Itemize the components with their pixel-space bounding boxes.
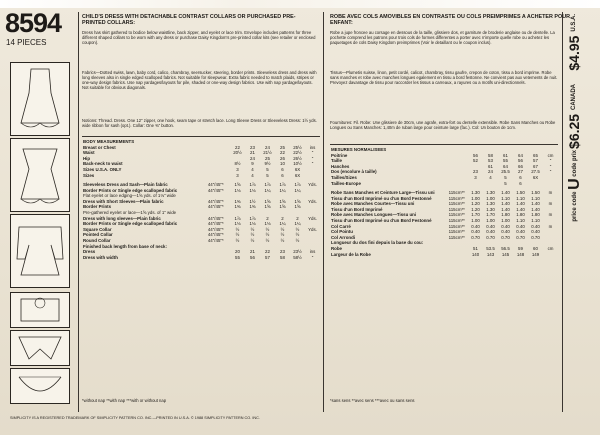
fabric-width <box>207 255 230 261</box>
cell-value: 0.70 <box>486 234 495 240</box>
cell-value: 67 <box>533 163 538 169</box>
cell-value: 9 <box>251 161 254 167</box>
cell-value: m <box>548 201 553 207</box>
cell-value: 149 <box>531 251 540 257</box>
cell-value: 4 <box>251 172 254 178</box>
fabric-width: 44"/45"* <box>207 221 224 227</box>
row-label: Waist <box>83 150 95 156</box>
cell-value: " <box>549 169 552 175</box>
cell-value: Yds. <box>308 226 317 232</box>
cell-value: 1.00 <box>501 217 510 223</box>
row-label: Square Collar <box>83 226 112 232</box>
cell-value: 1⅞ <box>294 182 301 187</box>
fabric-width: 44"/45"* <box>207 226 224 232</box>
cell-value: 1.70 <box>486 212 495 218</box>
cell-value: 1⅝ <box>264 198 271 204</box>
price-code-label: price code <box>572 191 578 222</box>
cell-value: 1.40 <box>516 206 525 212</box>
cell-value: 1.50 <box>531 190 540 195</box>
cell-value: 0.70 <box>531 234 540 240</box>
cell-value: 0.40 <box>531 223 540 229</box>
cell-value: 0.40 <box>531 229 540 235</box>
cell-value: 1.40 <box>516 201 525 207</box>
cell-value: ½ <box>250 237 255 243</box>
body-measurements-heading: BODY MEASUREMENTS <box>83 139 135 144</box>
cell-value: 1½ <box>249 198 256 204</box>
cell-value: 6 <box>519 174 522 180</box>
table-row <box>82 255 320 261</box>
cell-value: 26 <box>280 155 285 161</box>
cell-value: ½ <box>250 226 255 232</box>
price-canada-value: $6.25 <box>566 113 582 149</box>
cell-value: 1⅝ <box>279 198 286 204</box>
fabric-width: 115cm** <box>448 229 465 235</box>
price-code <box>566 150 584 222</box>
cell-value: ½ <box>265 226 270 232</box>
cell-value: 20 <box>235 249 240 255</box>
fabric-width: 115cm** <box>448 217 465 223</box>
row-label: Flat eyelet or lace edging—1⅝ yds. of 1⅛" wide <box>83 193 176 199</box>
row-label: Sleeveless Dress and Sash—Plain fabric <box>83 182 168 187</box>
cell-value: 1⅝ <box>279 204 286 210</box>
cell-value: 27.5 <box>531 169 540 175</box>
cell-value: 140 <box>471 251 480 257</box>
column-divider-left <box>78 12 79 412</box>
cell-value <box>543 252 558 258</box>
price-usa-value: $4.95 <box>566 35 582 71</box>
fabric-width: 44"/45"* <box>207 237 224 243</box>
row-label: Border Prints <box>83 204 112 210</box>
title-english: CHILD'S DRESS WITH DETACHABLE CONTRAST COLLARS OR PURCHASED PRE-PRINTED COLLARS: <box>82 14 296 26</box>
cell-value: 1⅞ <box>249 182 256 187</box>
cell-value: 25 <box>280 144 285 150</box>
cell-value: 55 <box>235 254 240 260</box>
cell-value <box>543 181 558 187</box>
cell-value: 3 <box>474 174 477 180</box>
cell-value: 6X <box>294 166 301 172</box>
cell-value: ½ <box>280 232 285 238</box>
cell-value: 64 <box>518 152 523 158</box>
cell-value: 1⅛ <box>264 221 271 227</box>
cell-value: Yds. <box>308 198 317 204</box>
title-french: ROBE AVEC COLS AMOVIBLES EN CONTRASTE OU COLS PREIMPRIMES A ACHETER POUR ENFANT: <box>330 14 570 26</box>
cell-value: 52 <box>473 158 478 164</box>
divider <box>330 144 558 145</box>
cell-value: cm <box>547 152 554 158</box>
mesures-table-french <box>330 147 558 186</box>
price-usa <box>566 14 582 71</box>
mesures-heading: MESURES NORMALISEES <box>331 147 387 152</box>
row-label: Col Carré <box>331 223 351 229</box>
cell-value: 56 <box>518 158 523 164</box>
cell-value: 5 <box>504 180 507 186</box>
row-label: Robe avec Manches Courtes—Tissu uni <box>331 201 415 207</box>
cell-value: 1⅞ <box>279 182 286 187</box>
cell-value: 1⅝ <box>294 198 301 204</box>
cell-value: 1.80 <box>531 212 540 218</box>
cell-value: 1⅝ <box>234 182 241 187</box>
cell-value: 53.5 <box>486 245 495 251</box>
cell-value: ½ <box>250 232 255 238</box>
cell-value: 1¼ <box>294 187 301 193</box>
cell-value: 55 <box>503 158 508 164</box>
row-label: Hanches <box>331 163 350 169</box>
pieces-count: 14 PIECES <box>6 38 47 47</box>
figure-front-long-sleeve <box>10 214 70 288</box>
cell-value: 1.10 <box>531 195 540 201</box>
cell-value: 1⅛ <box>249 187 256 193</box>
row-label: Poitrine <box>331 152 348 158</box>
cell-value: 2 <box>296 215 299 221</box>
price-canada <box>566 84 582 149</box>
cell-value: 1⅛ <box>249 221 256 227</box>
cell-value: 1⅞ <box>264 182 271 187</box>
fabric-width: 115cm** <box>448 223 465 229</box>
cell-value: m <box>548 190 553 195</box>
row-label: Robe avec Manches Longues—Tissu uni <box>331 212 417 218</box>
fabric-width: 115cm** <box>448 212 465 218</box>
cell-value: 1¼ <box>294 221 301 227</box>
cell-value: 58 <box>488 152 493 158</box>
cell-value: ½ <box>295 226 300 232</box>
square-collar-drawing <box>10 292 70 328</box>
divider <box>82 136 320 137</box>
cell-value: 1.10 <box>516 217 525 223</box>
cell-value: 22 <box>265 249 270 255</box>
cell-value: m <box>548 212 553 218</box>
row-label: Dos (encolure à taille) <box>331 169 377 175</box>
cell-value: 0.70 <box>501 234 510 240</box>
figure-front-sleeveless <box>10 62 70 136</box>
cell-value: 1.80 <box>501 212 510 218</box>
price-usa-label: U.S.A. <box>571 14 577 32</box>
cell-value: 25½ <box>293 144 302 150</box>
cell-value: " <box>549 163 552 169</box>
cell-value: 1.20 <box>471 206 480 212</box>
fabric-width: 44"/45"* <box>207 215 224 221</box>
cell-value: 3 <box>236 172 239 178</box>
copyright-footer: SIMPLICITY IS A REGISTERED TRADEMARK OF SIMPLICITY PATTERN CO. INC.—PRINTED IN U.S.A. © 1988 SIMPLICITY PATTERN CO. INC. <box>10 416 260 420</box>
cell-value: 61 <box>488 163 493 169</box>
cell-value: " <box>311 155 314 161</box>
cell-value: 143 <box>486 251 495 257</box>
cell-value: 1⅜ <box>249 204 256 210</box>
pattern-number: 8594 <box>5 8 62 38</box>
row-label: Tissu d'un Bord Imprimé <box>331 206 383 212</box>
row-label: Col Pointu <box>331 229 353 235</box>
cell-value: 26½ <box>293 155 302 161</box>
row-label: Dress <box>83 249 96 255</box>
row-label: Border Prints or Single edge scalloped fabric <box>83 187 178 193</box>
cell-value: 56 <box>473 152 478 158</box>
cell-value: 1⅜ <box>234 198 241 204</box>
row-label: Taille <box>331 158 342 164</box>
column-divider-mid <box>323 12 324 412</box>
cell-value: 0.40 <box>501 229 510 235</box>
fabric-width: 115cm** <box>448 190 465 195</box>
cell-value: 23½ <box>293 249 302 255</box>
cell-value: 56.5 <box>501 245 510 251</box>
cell-value: ½ <box>235 226 240 232</box>
cell-value: 65 <box>533 152 538 158</box>
cell-value: 20½ <box>233 150 242 156</box>
cell-value: 21½ <box>263 150 272 156</box>
cell-value: 6 <box>281 172 284 178</box>
cell-value: 24 <box>488 169 493 175</box>
cell-value: 1⅜ <box>234 204 241 210</box>
fabric-width: 44"/45"* <box>207 198 224 204</box>
fabric-width <box>448 252 468 258</box>
cell-value: ins <box>309 144 316 150</box>
cell-value: 6 <box>519 180 522 186</box>
cell-value: Yds. <box>308 215 317 221</box>
cell-value: 0.40 <box>471 223 480 229</box>
yardage-table-english <box>82 182 320 260</box>
fabric-width: 44"/45"* <box>207 232 224 238</box>
row-label: Sizes U.S.A. ONLY <box>83 166 122 172</box>
fabric-width <box>223 173 230 179</box>
cell-value: 145 <box>501 251 510 257</box>
row-label: Hip <box>83 155 91 161</box>
row-label: Robe <box>331 245 342 251</box>
cell-value: 23 <box>280 249 285 255</box>
cell-value: 22½ <box>293 150 302 156</box>
round-collar-drawing <box>10 368 70 404</box>
row-label: Col Arrondi <box>331 234 355 240</box>
row-label: Sizes <box>83 172 95 178</box>
cell-value: 61 <box>503 152 508 158</box>
figure-front-short-sleeve <box>10 138 70 212</box>
cell-value: 0.70 <box>471 234 480 240</box>
cell-value: 23 <box>250 144 255 150</box>
cell-value: 66 <box>518 163 523 169</box>
cell-value: 6 <box>281 166 284 172</box>
cell-value: 1.80 <box>516 212 525 218</box>
cell-value: 10½ <box>293 161 302 167</box>
code-prix-label: code prix <box>572 150 578 177</box>
cell-value: 58½ <box>293 254 302 260</box>
cell-value: 1.30 <box>486 201 495 207</box>
cell-value: ins <box>309 249 316 255</box>
row-label: Pre-gathered eyelet or lace—1⅝ yds. of 1" wide <box>83 209 177 215</box>
envelope-edge <box>0 0 600 8</box>
cell-value: 0.40 <box>516 229 525 235</box>
cell-value: 59 <box>518 245 523 251</box>
cell-value: 1¼ <box>279 221 286 227</box>
cell-value: 1.30 <box>486 206 495 212</box>
cell-value: " <box>311 150 314 156</box>
tissus-french: Tissus—Plumetis suisse, linon, petit cordé, calicot, chambray, tissu gaufre, crepon de coton, tissu a bord imprime. Robe sans manches et robe avec manches longues egalement en tissu a bord festonne. Ne convient pas aux vetements de nuit. Prevoyez davantage de tissu pour raccorder les tissus a carreaux, a rayures ou a motifs uni-directionnels. <box>330 70 558 85</box>
cell-value: 1.40 <box>501 201 510 207</box>
cell-value: 1.10 <box>531 217 540 223</box>
cell-value: 5 <box>266 166 269 172</box>
cell-value: 1⅝ <box>294 204 301 210</box>
cell-value <box>305 173 320 179</box>
footnote-french: *sans sens **avec sens ***avec ou sans sens <box>330 398 415 403</box>
footnote-english: *without nap **with nap ***with or without nap <box>82 398 167 403</box>
cell-value: ½ <box>265 237 270 243</box>
row-label: Tailles/Sizes <box>331 174 357 180</box>
body-measurements-table <box>82 139 320 178</box>
cell-value: ½ <box>280 237 285 243</box>
cell-value: 1.00 <box>486 217 495 223</box>
row-label: Pointed Collar <box>83 232 113 238</box>
row-label: Round Collar <box>83 237 111 243</box>
cell-value: " <box>311 254 314 260</box>
cell-value: 21 <box>250 150 255 156</box>
cell-value: 1.00 <box>471 217 480 223</box>
cell-value: 0.40 <box>486 223 495 229</box>
fabric-width: 115cm** <box>448 201 465 207</box>
metrage-table-french <box>330 190 558 257</box>
cell-value: 22 <box>235 144 240 150</box>
row-label: Tissu d'un Bord Imprimé ou d'un Bord Festonné <box>331 195 432 201</box>
table-row <box>330 252 558 258</box>
cell-value: 1.30 <box>471 190 480 195</box>
cell-value: 1⅞ <box>234 215 241 221</box>
fabric-width: 44"/45"* <box>207 187 224 193</box>
cell-value: 1.00 <box>486 195 495 201</box>
description-french: Robe a jupe froncee au corsage en dessous de la taille, glissiere dos, et garniture de broderie anglaise ou de dentelle. La pochette comprend les patrons pour trois cols de formes differentes a porter avec n'importe quelle robe ou achetez les paquetages de cols Daisy Kingdom preimprimes (Voir le detaillant ou le coupon inclus). <box>330 30 555 45</box>
fabric-width: 115cm** <box>448 195 465 201</box>
cell-value: 4 <box>251 166 254 172</box>
fabric-width: 115cm** <box>448 206 465 212</box>
cell-value: 1⅛ <box>234 221 241 227</box>
cell-value <box>468 181 483 187</box>
cell-value: ½ <box>235 232 240 238</box>
cell-value: Yds. <box>308 182 317 187</box>
table-row <box>82 173 320 179</box>
row-label: Dress with long sleeves—Plain fabric <box>83 215 161 221</box>
cell-value: 22 <box>280 150 285 156</box>
table-row <box>330 181 558 187</box>
cell-value: 21 <box>250 249 255 255</box>
fabric-width: 44"/45"* <box>207 182 224 187</box>
cell-value: 1.50 <box>516 190 525 195</box>
pointed-collar-drawing <box>10 330 70 366</box>
price-code-value: U <box>566 178 583 190</box>
cell-value: 2 <box>266 215 269 221</box>
cell-value: cm <box>547 245 554 251</box>
cell-value: 1.20 <box>471 201 480 207</box>
cell-value: 57 <box>533 158 538 164</box>
cell-value: 23 <box>473 169 478 175</box>
cell-value: m <box>548 223 553 229</box>
price-canada-label: CANADA <box>571 84 577 110</box>
cell-value: 1¼ <box>264 187 271 193</box>
cell-value: 4 <box>489 174 492 180</box>
cell-value: 1.40 <box>501 190 510 195</box>
description-english: Dress has skirt gathered to bodice below waistline, back zipper, and eyelet or lace trim. Envelope includes patterns for three different shaped collars to be worn with any dress or purchase Daisy Kingdom's pre-printed collar kits (see retailer or enclosed coupon). <box>82 30 316 45</box>
cell-value: 1.70 <box>471 212 480 218</box>
cell-value: 51 <box>473 245 478 251</box>
cell-value: 148 <box>516 251 525 257</box>
row-label: Finished back length from base of neck: <box>83 243 167 249</box>
row-label: Dress with width <box>83 254 118 260</box>
cell-value: 1.40 <box>531 201 540 207</box>
cell-value: 25 <box>265 155 270 161</box>
cell-value: 1⅛ <box>234 187 241 193</box>
cell-value: 25.5 <box>501 169 510 175</box>
row-label: Back-neck to waist <box>83 161 123 167</box>
cell-value: 1.40 <box>501 206 510 212</box>
cell-value: 1⅝ <box>264 204 271 210</box>
cell-value: ½ <box>295 237 300 243</box>
cell-value: ½ <box>235 237 240 243</box>
cell-value <box>483 181 498 187</box>
cell-value: 1.30 <box>486 190 495 195</box>
cell-value: 5 <box>266 172 269 178</box>
cell-value: 0.40 <box>501 223 510 229</box>
cell-value: ½ <box>280 226 285 232</box>
cell-value: 60 <box>533 245 538 251</box>
cell-value: 3 <box>236 166 239 172</box>
row-label: Border Prints or Single edge scalloped fabric <box>83 221 178 227</box>
cell-value: 64 <box>503 163 508 169</box>
cell-value: 1.00 <box>471 195 480 201</box>
fabric-width: 115cm** <box>448 234 465 240</box>
cell-value: 10 <box>280 161 285 167</box>
cell-value: 24 <box>265 144 270 150</box>
cell-value: 1.40 <box>531 206 540 212</box>
cell-value: 1.10 <box>501 195 510 201</box>
cell-value: 2 <box>281 215 284 221</box>
row-label: Tissu d'un Bord Imprimé ou d'un Bord Festonné <box>331 217 432 223</box>
cell-value: 6X <box>294 172 301 178</box>
cell-value: 57 <box>265 254 270 260</box>
cell-value: 0.40 <box>471 229 480 235</box>
cell-value <box>528 181 543 187</box>
row-label: Longueur du dos fini depuis la base du cou: <box>331 240 424 246</box>
cell-value: 53 <box>488 158 493 164</box>
cell-value: 1.10 <box>516 195 525 201</box>
row-label: Breast or Chest <box>83 144 116 150</box>
fournitures-french: Fournitures: Fil. Robe: Une glissiere de 30cm, une agrafe, extra-fort ou dentelle extensible. Robe Sans Manches ou Robe Longues ou Sans Manches: 1,40m de ruban large pour ceinture large (fac.). Col: Un bouton de 1cm. <box>330 120 556 130</box>
cell-value: 27 <box>518 169 523 175</box>
row-label: Tailles-Europe <box>331 180 361 186</box>
cell-value: 56 <box>250 254 255 260</box>
cell-value: 5 <box>504 174 507 180</box>
cell-value: 9½ <box>264 161 271 167</box>
cell-value: 1¼ <box>279 187 286 193</box>
cell-value: 0.40 <box>516 223 525 229</box>
cell-value: ½ <box>295 232 300 238</box>
row-label: Dress with Short Sleeves—Plain fabric <box>83 198 164 204</box>
cell-value: 24 <box>250 155 255 161</box>
cell-value: 0.40 <box>486 229 495 235</box>
cell-value: " <box>311 161 314 167</box>
cell-value: 8½ <box>234 161 241 167</box>
fabric-width: 44"/45"* <box>207 204 224 210</box>
cell-value: 6X <box>532 174 539 180</box>
cell-value: " <box>549 158 552 164</box>
cell-value: 0.70 <box>516 234 525 240</box>
fabrics-english: Fabrics—Dotted swiss, lawn, baby cord, calico, chambray, seersucker, steering, border prints. Sleeveless dress and dress with long sleeves also in single edged scalloped fabrics. Not suitable for sleepwear. Extra fabric needed to match plaids, stripes or one-way design fabrics. Use nap yardages/layouts for pile, shaded or one-way design fabrics. Use with nap yardage/layouts. Not suitable for obvious diagonals. <box>82 70 317 90</box>
row-label: Robe Sans Manches et Ceinture Large—Tissu uni <box>331 190 435 195</box>
column-divider-right <box>562 12 563 412</box>
row-label: Largeur de la Robe <box>331 251 371 257</box>
cell-value: 1⅞ <box>249 215 256 221</box>
cell-value: ½ <box>265 232 270 238</box>
cell-value: 58 <box>280 254 285 260</box>
notions-english: Notions: Thread. Dress. One 12" zipper, one hook, seam tape or stretch lace. Long Sleeve Dress or Sleeveless Dress: 1½ yds. wide ribbon for sash (opt.). Collar: One ⅜" button. <box>82 118 317 128</box>
